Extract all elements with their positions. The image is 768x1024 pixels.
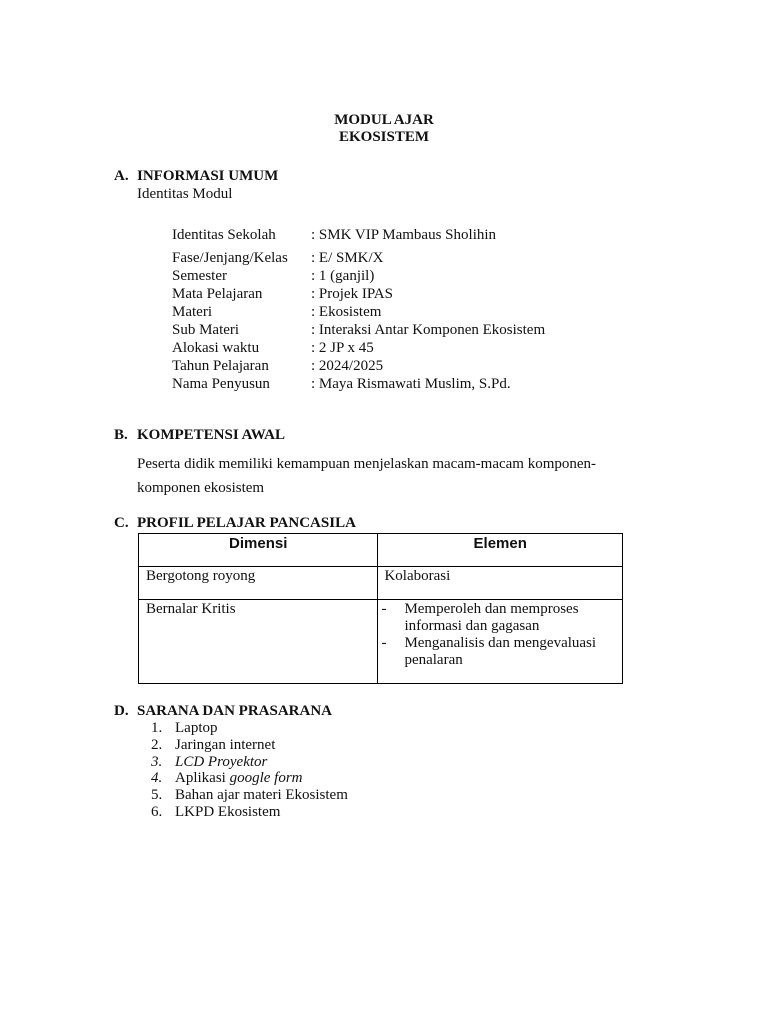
identity-value: : 1 (ganjil)	[311, 268, 375, 284]
section-a-subheading: Identitas Modul	[137, 186, 233, 202]
identity-label: Fase/Jenjang/Kelas	[172, 250, 288, 266]
doc-title-line2: EKOSISTEM	[338, 129, 430, 145]
header-text: Elemen	[473, 535, 527, 552]
table-cell-dimensi	[139, 600, 378, 684]
list-item-italic-text: google form	[229, 770, 303, 786]
section-a-heading: INFORMASI UMUM	[137, 168, 279, 184]
elemen-list	[378, 600, 622, 669]
section-b-letter: B.	[114, 427, 128, 443]
identity-label: Identitas Sekolah	[172, 227, 276, 243]
list-item-text: Menganalisis dan mengevaluasi penalaran	[404, 635, 597, 668]
section-d-heading: SARANA DAN PRASARANA	[137, 703, 333, 719]
list-item: LCD Proyektor	[175, 754, 268, 770]
cell-text: Bergotong royong	[146, 568, 256, 584]
table-row	[139, 567, 623, 600]
list-number: 5.	[151, 787, 163, 803]
list-number: 4.	[151, 770, 163, 786]
list-number: 1.	[151, 720, 163, 736]
list-number: 2.	[151, 737, 163, 753]
list-item-text: Memperoleh dan memproses informasi dan gagasan	[404, 601, 579, 634]
section-c-heading: PROFIL PELAJAR PANCASILA	[137, 515, 356, 531]
identity-label: Mata Pelajaran	[172, 286, 263, 302]
identity-value: : 2024/2025	[311, 358, 384, 374]
table-cell-elemen	[378, 567, 623, 600]
table-cell-dimensi	[139, 567, 378, 600]
list-item: Jaringan internet	[175, 737, 276, 753]
identity-value: : Ekosistem	[311, 304, 382, 320]
identity-value: : Interaksi Antar Komponen Ekosistem	[311, 322, 546, 338]
list-item: Bahan ajar materi Ekosistem	[175, 787, 348, 803]
section-c-letter: C.	[114, 515, 129, 531]
identity-value: : SMK VIP Mambaus Sholihin	[311, 227, 497, 243]
list-item-text: Aplikasi	[175, 770, 230, 786]
header-text: Dimensi	[229, 535, 288, 552]
identity-value: : E/ SMK/X	[311, 250, 384, 266]
identity-label: Materi	[172, 304, 212, 320]
table-header-elemen	[378, 534, 623, 567]
profil-pancasila-table	[138, 533, 623, 684]
identity-label: Tahun Pelajaran	[172, 358, 269, 374]
section-a-letter: A.	[114, 168, 129, 184]
list-item	[378, 635, 622, 669]
identity-label: Nama Penyusun	[172, 376, 270, 392]
doc-title-line1: MODUL AJAR	[334, 112, 434, 128]
identity-label: Alokasi waktu	[172, 340, 260, 356]
list-item	[175, 769, 303, 787]
identity-value: : 2 JP x 45	[311, 340, 374, 356]
list-item: Laptop	[175, 720, 218, 736]
identity-value: : Maya Rismawati Muslim, S.Pd.	[311, 376, 511, 392]
list-item: LKPD Ekosistem	[175, 804, 281, 820]
identity-label: Sub Materi	[172, 322, 240, 338]
cell-text: Bernalar Kritis	[146, 601, 236, 617]
section-d-letter: D.	[114, 703, 129, 719]
section-b-heading: KOMPETENSI AWAL	[137, 427, 285, 443]
dash-bullet: -	[381, 601, 387, 617]
section-b-paragraph-line1: Peserta didik memiliki kemampuan menjelaskan macam-macam komponen-	[137, 456, 597, 472]
table-header-row	[139, 534, 623, 567]
cell-text: Kolaborasi	[384, 568, 451, 584]
list-item	[378, 601, 622, 635]
list-number: 6.	[151, 804, 163, 820]
table-row	[139, 600, 623, 684]
dash-bullet: -	[381, 635, 387, 651]
list-number: 3.	[151, 754, 163, 770]
identity-value: : Projek IPAS	[311, 286, 393, 302]
table-header-dimensi	[139, 534, 378, 567]
section-b-paragraph-line2: komponen ekosistem	[137, 480, 265, 496]
table-cell-elemen	[378, 600, 623, 684]
identity-label: Semester	[172, 268, 227, 284]
